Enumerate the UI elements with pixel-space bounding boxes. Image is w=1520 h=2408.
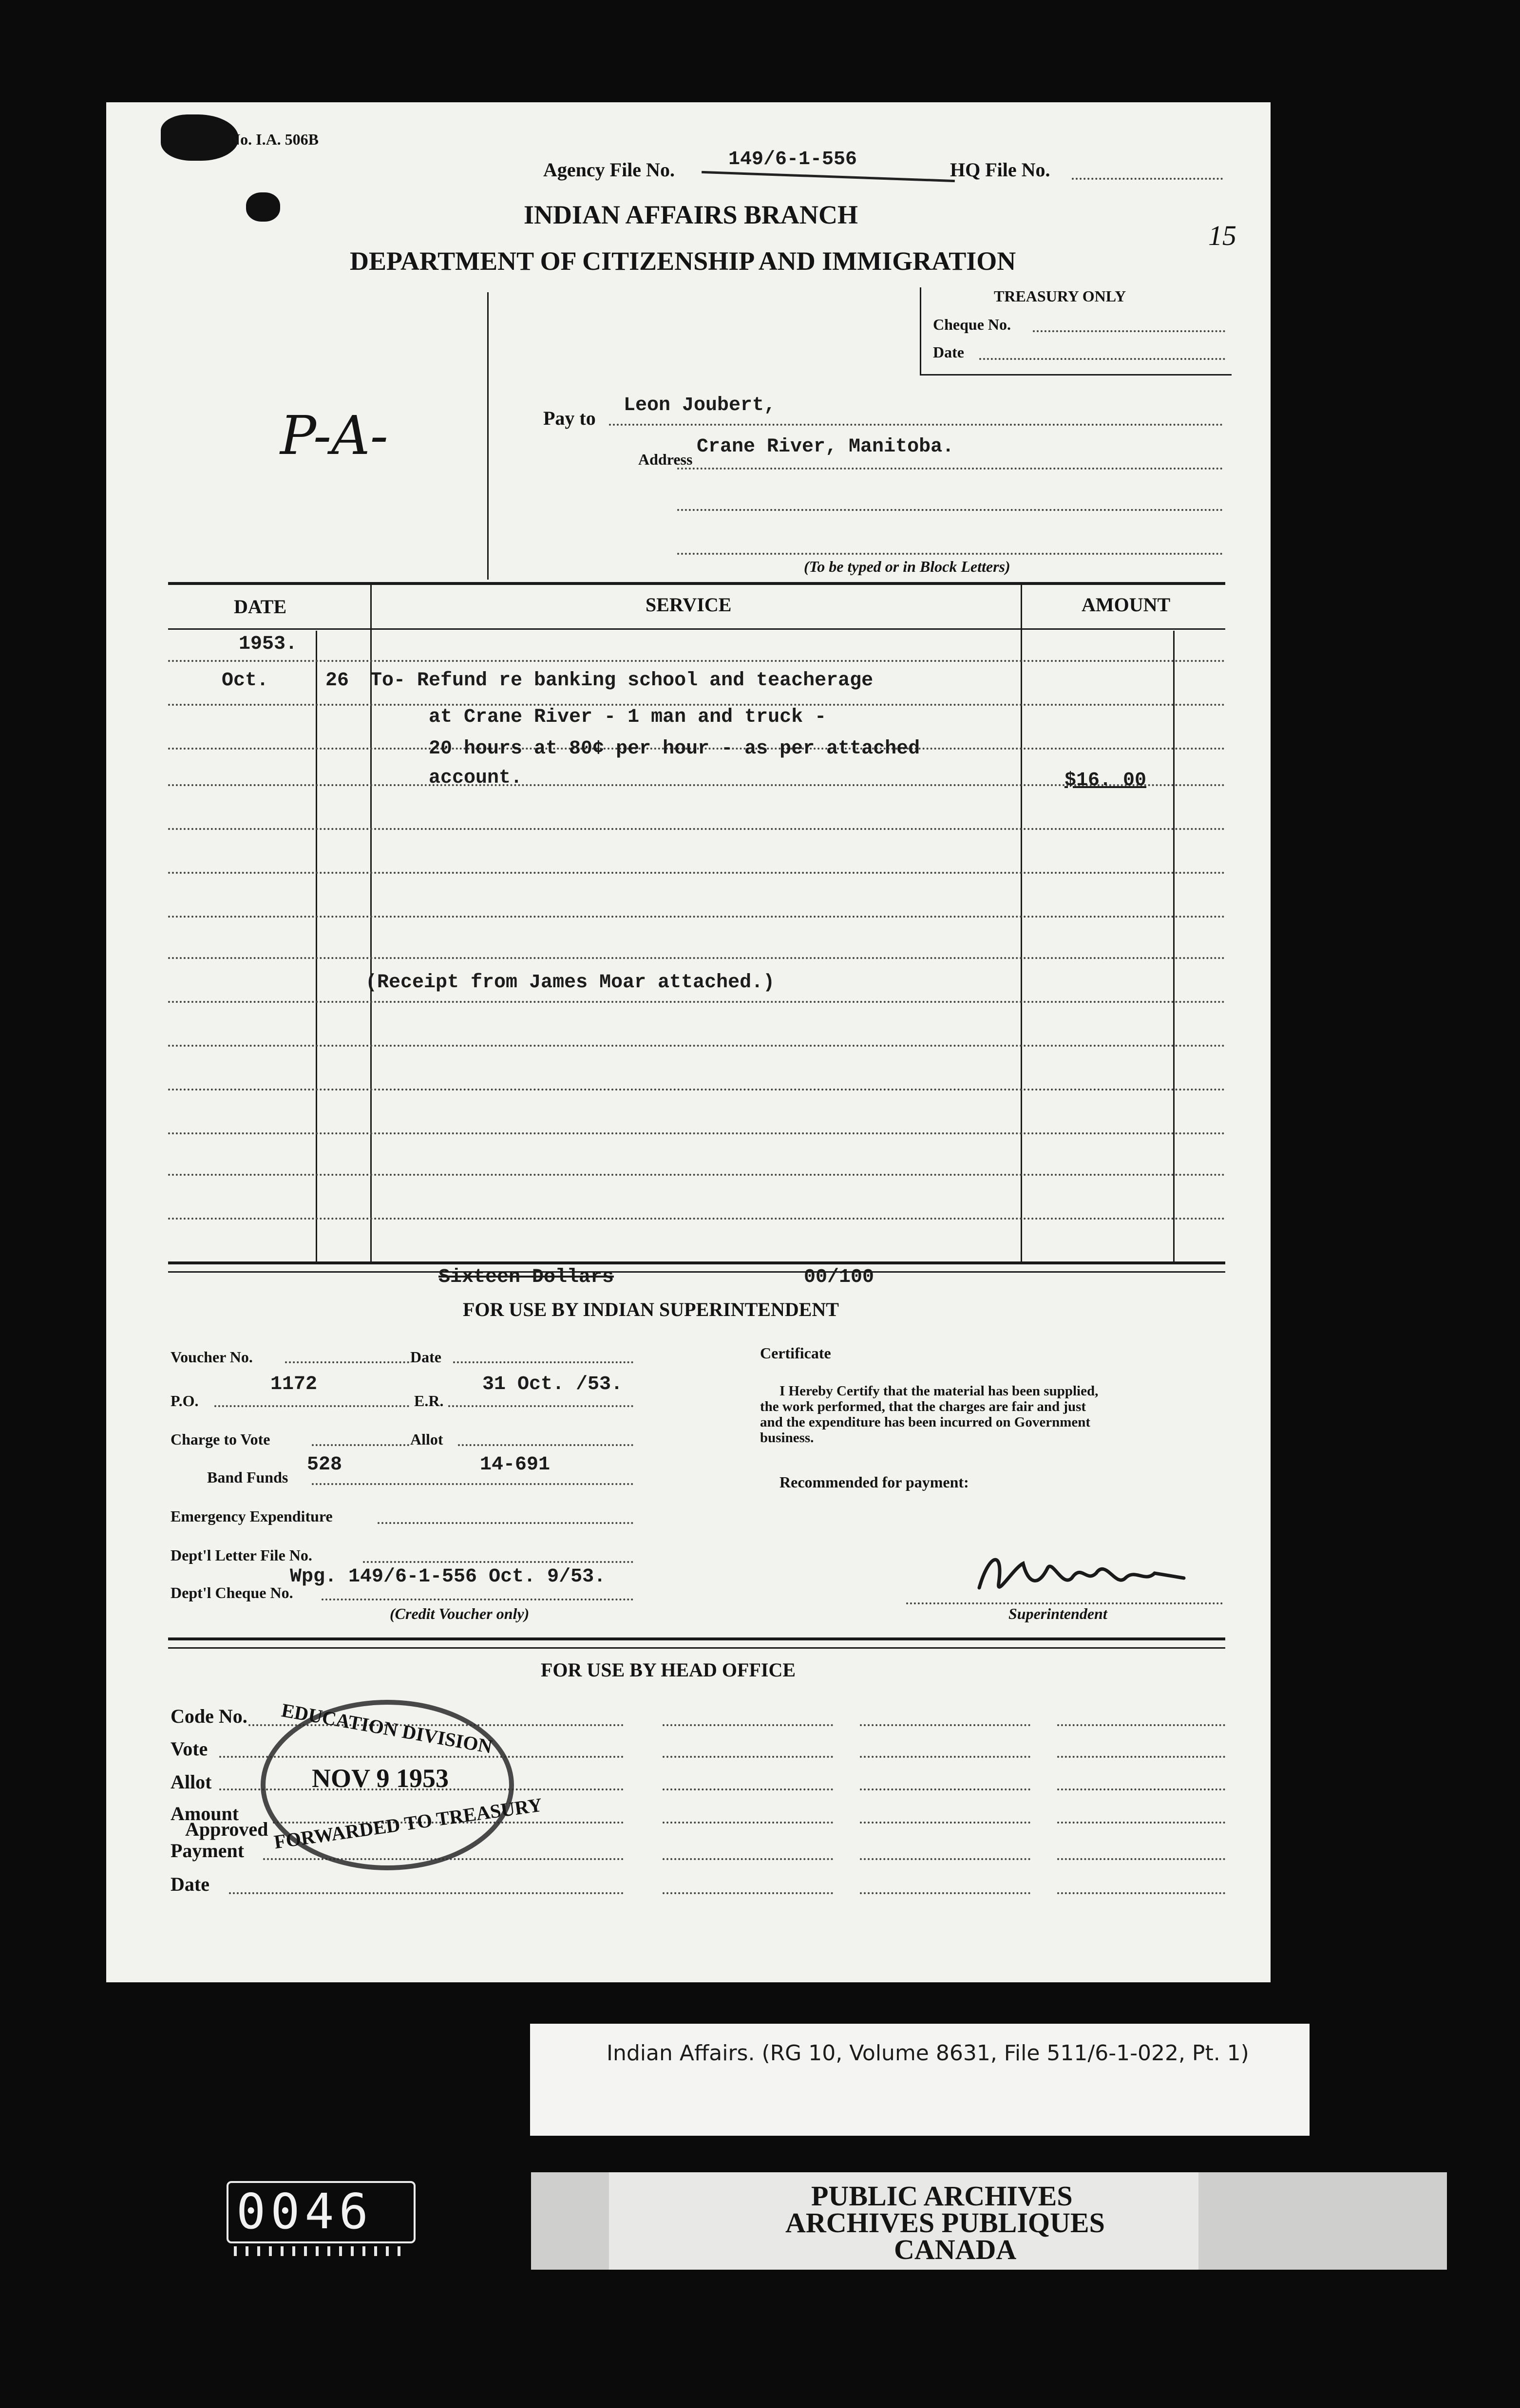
approved-label: Approved	[185, 1818, 268, 1840]
column-header-date: DATE	[234, 596, 287, 618]
voucher-no-label: Voucher No.	[171, 1348, 253, 1366]
address-value: Crane River, Manitoba.	[697, 436, 954, 458]
pay-to-value: Leon Joubert,	[624, 395, 776, 416]
certificate-line-4: business.	[760, 1430, 814, 1446]
address-line-3	[677, 553, 1223, 555]
hq-file-label: HQ File No.	[950, 159, 1050, 181]
table-line	[168, 916, 1225, 918]
treasury-date-label: Date	[933, 343, 964, 361]
branch-title: INDIAN AFFAIRS BRANCH	[524, 200, 858, 229]
table-bottom-rule	[168, 1261, 1225, 1264]
voucher-date-label: Date	[410, 1348, 441, 1366]
head-office-field	[663, 1858, 833, 1860]
table-bottom-rule-2	[168, 1271, 1225, 1273]
table-line	[168, 872, 1225, 874]
table-header-rule	[168, 628, 1225, 630]
charge-allot-label: Allot	[410, 1430, 443, 1448]
head-office-title: FOR USE BY HEAD OFFICE	[541, 1659, 796, 1681]
head-office-field	[663, 1892, 833, 1894]
head-office-field	[1057, 1822, 1225, 1824]
stamp-date: NOV 9 1953	[312, 1764, 449, 1793]
service-line-1: To- Refund re banking school and teacherage	[370, 670, 874, 692]
po-line	[214, 1405, 409, 1407]
service-line-3: 20 hours at 80¢ per hour - as per attached	[429, 738, 920, 760]
er-value: 31 Oct. /53.	[482, 1373, 623, 1395]
entry-amount: $16. 00	[1064, 770, 1147, 791]
head-office-row-label: Allot	[171, 1771, 212, 1793]
address-label: Address	[638, 451, 693, 468]
table-top-rule	[168, 582, 1225, 585]
head-office-field	[229, 1892, 624, 1894]
column-header-amount: AMOUNT	[1082, 594, 1171, 616]
archive-reference: Indian Affairs. (RG 10, Volume 8631, File 511/6-1-022, Pt. 1)	[607, 2041, 1249, 2066]
head-office-field	[860, 1858, 1030, 1860]
frame-counter-ticks	[234, 2246, 404, 2256]
table-line	[168, 957, 1225, 959]
head-office-field	[663, 1788, 833, 1790]
agency-file-value: 149/6-1-556	[728, 149, 857, 170]
dept-letter-label: Dept'l Letter File No.	[171, 1546, 312, 1564]
treasury-cheque-label: Cheque No.	[933, 316, 1011, 333]
voucher-no-line	[285, 1361, 409, 1363]
table-col-cents	[1173, 631, 1175, 1264]
frame-counter-digits: 0046	[236, 2183, 373, 2240]
voucher-sheet	[106, 102, 1271, 1982]
total-in-words: Sixteen Dollars	[438, 1266, 614, 1288]
charge-to-vote-label: Charge to Vote	[171, 1430, 270, 1448]
service-line-2: at Crane River - 1 man and truck -	[429, 706, 827, 728]
table-line	[168, 704, 1225, 706]
head-office-field	[860, 1724, 1030, 1726]
plate-line-3: CANADA	[894, 2234, 1017, 2265]
head-office-rule	[168, 1637, 1225, 1640]
head-office-row-label: Code No.	[171, 1705, 247, 1727]
recommended-label: Recommended for payment:	[779, 1473, 969, 1491]
certificate-line-1: I Hereby Certify that the material has been supplied,	[779, 1383, 1099, 1399]
table-line	[168, 1218, 1225, 1220]
dept-cheque-line	[322, 1599, 633, 1600]
head-office-row-label: Payment	[171, 1840, 245, 1862]
dept-letter-line	[363, 1561, 633, 1563]
table-line	[168, 1089, 1225, 1091]
address-line-1	[677, 468, 1223, 470]
treasury-box-bottom	[920, 374, 1232, 376]
voucher-date-line	[453, 1361, 633, 1363]
page-mark: 15	[1208, 220, 1236, 251]
torn-corner	[161, 114, 239, 161]
head-office-field	[663, 1724, 833, 1726]
head-office-field	[860, 1892, 1030, 1894]
er-line	[448, 1405, 633, 1407]
charge-allot-line	[458, 1444, 633, 1446]
band-funds-value: 528	[307, 1454, 342, 1476]
head-office-field	[1057, 1892, 1225, 1894]
dept-cheque-label: Dept'l Cheque No.	[171, 1584, 293, 1601]
band-allot-value: 14-691	[480, 1454, 551, 1476]
head-office-field	[663, 1756, 833, 1758]
er-label: E.R.	[414, 1392, 444, 1410]
table-col-amount	[1021, 584, 1022, 1264]
entry-day: 26	[325, 670, 349, 692]
treasury-cheque-line	[1033, 330, 1225, 332]
table-col-day	[316, 631, 317, 1264]
pay-to-label: Pay to	[543, 407, 596, 429]
ink-blot	[246, 192, 280, 222]
form-number: No. I.A. 506B	[229, 131, 319, 148]
table-line	[168, 828, 1225, 830]
table-line	[168, 1001, 1225, 1003]
band-funds-label: Band Funds	[207, 1468, 288, 1486]
receipt-note: (Receipt from James Moar attached.)	[365, 972, 775, 994]
head-office-field	[663, 1822, 833, 1824]
treasury-title: TREASURY ONLY	[994, 287, 1126, 305]
table-line	[168, 1132, 1225, 1134]
total-cents: 00/100	[804, 1266, 874, 1288]
plate-right-band	[1198, 2172, 1447, 2270]
signature-line	[906, 1602, 1223, 1604]
entry-month: Oct.	[222, 670, 269, 692]
dept-cheque-value: Wpg. 149/6-1-556 Oct. 9/53.	[290, 1566, 606, 1588]
stamp-top-text: EDUCATION DIVISION	[280, 1699, 494, 1758]
head-office-row-label: Date	[171, 1873, 209, 1895]
pay-to-line	[609, 424, 1223, 426]
emergency-line	[378, 1522, 633, 1524]
department-title: DEPARTMENT OF CITIZENSHIP AND IMMIGRATION	[350, 246, 1016, 276]
head-office-field	[1057, 1788, 1225, 1790]
block-letters-note: (To be typed or in Block Letters)	[804, 558, 1010, 575]
certificate-title: Certificate	[760, 1344, 831, 1362]
column-header-service: SERVICE	[646, 594, 732, 616]
hq-file-line	[1072, 178, 1223, 180]
entry-year: 1953.	[239, 633, 298, 655]
table-line	[168, 660, 1225, 662]
superintendent-section-title: FOR USE BY INDIAN SUPERINTENDENT	[463, 1298, 839, 1320]
head-office-field	[860, 1822, 1030, 1824]
stamp-bottom-text: FORWARDED TO TREASURY	[272, 1793, 544, 1853]
service-line-4: account.	[429, 767, 523, 789]
head-office-field	[1057, 1756, 1225, 1758]
head-office-rule-2	[168, 1647, 1225, 1649]
head-office-field	[1057, 1858, 1225, 1860]
band-funds-line	[312, 1483, 633, 1485]
table-line	[168, 1045, 1225, 1047]
charge-to-vote-line	[312, 1444, 409, 1446]
table-line	[168, 1174, 1225, 1176]
plate-line-2: ARCHIVES PUBLIQUES	[785, 2207, 1105, 2239]
emergency-label: Emergency Expenditure	[171, 1507, 333, 1525]
head-office-field	[860, 1788, 1030, 1790]
head-office-field	[860, 1756, 1030, 1758]
agency-file-label: Agency File No.	[543, 159, 675, 181]
treasury-date-line	[979, 358, 1225, 360]
plate-left-band	[531, 2172, 609, 2270]
superintendent-label: Superintendent	[1008, 1605, 1107, 1622]
certificate-line-2: the work performed, that the charges are fair and just	[760, 1399, 1086, 1414]
head-office-field	[1057, 1724, 1225, 1726]
payee-panel-divider	[487, 292, 489, 580]
treasury-box-left	[920, 287, 921, 375]
initials-mark: P-A-	[280, 404, 388, 467]
head-office-row-label: Amount	[171, 1803, 239, 1825]
po-label: P.O.	[171, 1392, 199, 1410]
head-office-row-label: Vote	[171, 1738, 208, 1760]
superintendent-signature	[969, 1539, 1194, 1607]
credit-voucher-note: (Credit Voucher only)	[390, 1605, 530, 1622]
plate-line-1: PUBLIC ARCHIVES	[811, 2180, 1073, 2212]
certificate-line-3: and the expenditure has been incurred on Government	[760, 1414, 1091, 1430]
address-line-2	[677, 509, 1223, 511]
po-value: 1172	[270, 1373, 318, 1395]
